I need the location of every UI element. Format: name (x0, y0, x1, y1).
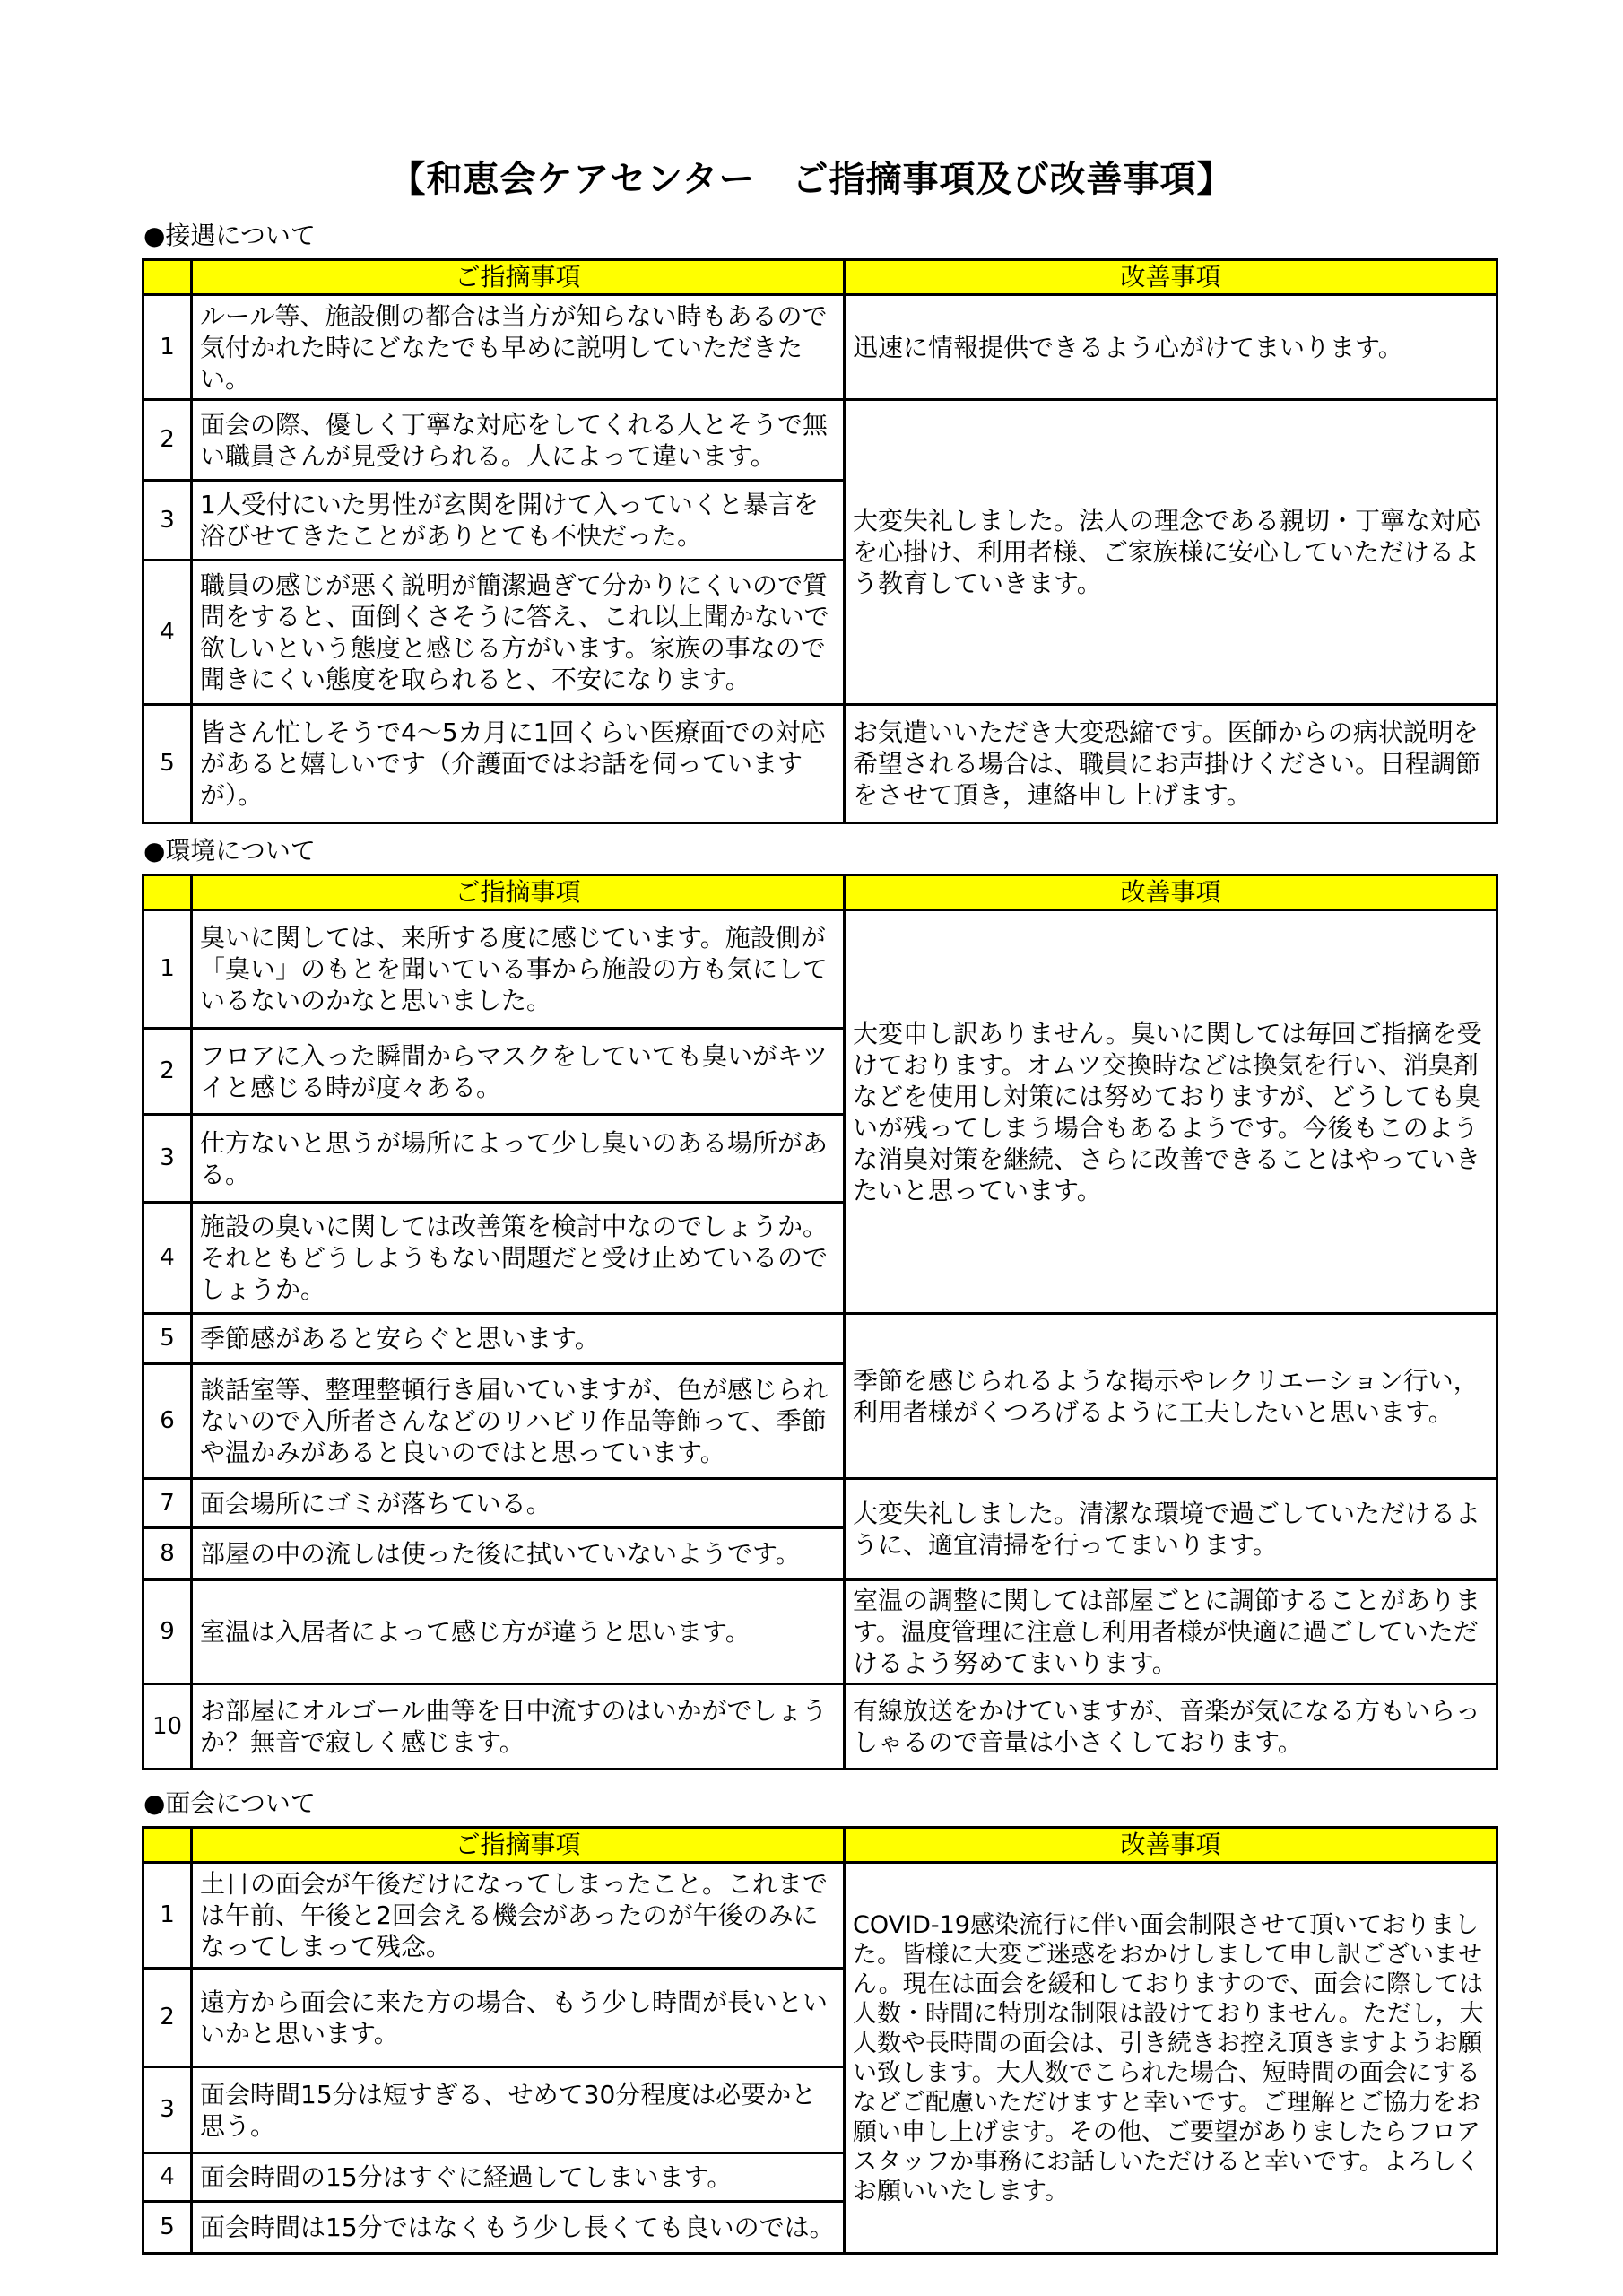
row-number: 6 (143, 1364, 192, 1479)
issue-cell: ルール等、施設側の都合は当方が知らない時もあるので気付かれた時にどなたでも早めに説明していただきたい。 (192, 295, 845, 400)
environment-table (142, 874, 1498, 1770)
response-cell: 迅速に情報提供できるよう心がけてまいります。 (845, 295, 1497, 400)
table-row (143, 1314, 1497, 1364)
row-number: 2 (143, 1029, 192, 1115)
table-row (143, 400, 1497, 481)
table-row (143, 295, 1497, 400)
response-cell: 室温の調整に関しては部屋ごとに調節することがあります。温度管理に注意し利用者様が快適に過ごしていただけるよう努めてまいります。 (845, 1580, 1497, 1684)
issue-cell: 面会場所にゴミが落ちている。 (192, 1479, 845, 1528)
section-heading-visits: ●面会について (143, 1788, 316, 1818)
table-row (143, 1684, 1497, 1770)
row-number: 3 (143, 1115, 192, 1203)
header-response: 改善事項 (845, 875, 1497, 910)
issue-cell: 遠方から面会に来た方の場合、もう少し時間が長いといいかと思います。 (192, 1969, 845, 2067)
row-number: 5 (143, 2202, 192, 2254)
header-issue: ご指摘事項 (192, 1828, 845, 1863)
row-number: 1 (143, 1863, 192, 1969)
issue-cell: 談話室等、整理整頓行き届いていますが、色が感じられないので入所者さんなどのリハビリ作品等飾って、季節や温かみがあると良いのではと思っています。 (192, 1364, 845, 1479)
issue-cell: お部屋にオルゴール曲等を日中流すのはいかがでしょうか？無音で寂しく感じます。 (192, 1684, 845, 1770)
issue-cell: 部屋の中の流しは使った後に拭いていないようです。 (192, 1528, 845, 1580)
table-row (143, 910, 1497, 1029)
issue-cell: 室温は入居者によって感じ方が違うと思います。 (192, 1580, 845, 1684)
row-number: 1 (143, 295, 192, 400)
section-heading-environment: ●環境について (143, 836, 316, 865)
row-number: 3 (143, 2067, 192, 2153)
row-number: 5 (143, 705, 192, 823)
response-cell: 大変申し訳ありません。臭いに関しては毎回ご指摘を受けております。オムツ交換時などは換気を行い、消臭剤などを使用し対策には努めておりますが、どうしても臭いが残ってしまう場合もあるようです。今後もこのような消臭対策を継続、さらに改善できることはやっていきたいと思っています。 (845, 910, 1497, 1314)
issue-cell: 1人受付にいた男性が玄関を開けて入っていくと暴言を浴びせてきたことがありとても不快だった。 (192, 481, 845, 561)
table-row (143, 1479, 1497, 1528)
row-number: 10 (143, 1684, 192, 1770)
header-blank (143, 875, 192, 910)
row-number: 5 (143, 1314, 192, 1364)
response-cell: 季節を感じられるような掲示やレクリエーション行い，利用者様がくつろげるように工夫したいと思います。 (845, 1314, 1497, 1479)
visits-table (142, 1826, 1498, 2255)
issue-cell: 季節感があると安らぐと思います。 (192, 1314, 845, 1364)
page-title: 【和恵会ケアセンター ご指摘事項及び改善事項】 (389, 159, 1234, 200)
issue-cell: 面会時間は15分ではなくもう少し長くても良いのでは。 (192, 2202, 845, 2254)
issue-cell: 臭いに関しては、来所する度に感じています。施設側が「臭い」のもとを聞いている事から施設の方も気にしているないのかなと思いました。 (192, 910, 845, 1029)
row-number: 1 (143, 910, 192, 1029)
response-cell: お気遣いいただき大変恐縮です。医師からの病状説明を希望される場合は、職員にお声掛けください。日程調節をさせて頂き，連絡申し上げます。 (845, 705, 1497, 823)
section-heading-service: ●接遇について (143, 221, 316, 250)
row-number: 2 (143, 400, 192, 481)
row-number: 4 (143, 1203, 192, 1314)
row-number: 2 (143, 1969, 192, 2067)
issue-cell: 施設の臭いに関しては改善策を検討中なのでしょうか。それともどうしようもない問題だと受け止めているのでしょうか。 (192, 1203, 845, 1314)
header-issue: ご指摘事項 (192, 875, 845, 910)
issue-cell: 職員の感じが悪く説明が簡潔過ぎて分かりにくいので質問をすると、面倒くさそうに答え、これ以上聞かないで欲しいという態度と感じる方がいます。家族の事なので聞きにくい態度を取られると、不安になります。 (192, 561, 845, 705)
response-cell: 大変失礼しました。法人の理念である親切・丁寧な対応を心掛け、利用者様、ご家族様に安心していただけるよう教育していきます。 (845, 400, 1497, 705)
row-number: 4 (143, 2153, 192, 2202)
row-number: 9 (143, 1580, 192, 1684)
row-number: 7 (143, 1479, 192, 1528)
issue-cell: 面会の際、優しく丁寧な対応をしてくれる人とそうで無い職員さんが見受けられる。人によって違います。 (192, 400, 845, 481)
header-blank (143, 1828, 192, 1863)
row-number: 4 (143, 561, 192, 705)
response-cell: 有線放送をかけていますが、音楽が気になる方もいらっしゃるので音量は小さくしております。 (845, 1684, 1497, 1770)
issue-cell: 皆さん忙しそうで4～5カ月に1回くらい医療面での対応があると嬉しいです（介護面ではお話を伺っていますが）。 (192, 705, 845, 823)
header-blank (143, 260, 192, 295)
header-issue: ご指摘事項 (192, 260, 845, 295)
header-response: 改善事項 (845, 1828, 1497, 1863)
issue-cell: 面会時間15分は短すぎる、せめて30分程度は必要かと思う。 (192, 2067, 845, 2153)
row-number: 3 (143, 481, 192, 561)
issue-cell: 面会時間の15分はすぐに経過してしまいます。 (192, 2153, 845, 2202)
row-number: 8 (143, 1528, 192, 1580)
response-cell: 大変失礼しました。清潔な環境で過ごしていただけるように、適宜清掃を行ってまいります。 (845, 1479, 1497, 1580)
issue-cell: フロアに入った瞬間からマスクをしていても臭いがキツイと感じる時が度々ある。 (192, 1029, 845, 1115)
issue-cell: 仕方ないと思うが場所によって少し臭いのある場所がある。 (192, 1115, 845, 1203)
response-cell: COVID-19感染流行に伴い面会制限させて頂いておりました。皆様に大変ご迷惑をおかけしまして申し訳ございません。現在は面会を緩和しておりますので、面会に際しては人数・時間に特別な制限は設けておりません。ただし，大人数や長時間の面会は、引き続きお控え頂きますようお願い致します。大人数でこられた場合、短時間の面会にするなどご配慮いただけますと幸いです。ご理解とご協力をお願い申し上げます。その他、ご要望がありましたらフロアスタッフか事務にお話しいただけると幸いです。よろしくお願いいたします。 (845, 1863, 1497, 2254)
table-row (143, 705, 1497, 823)
table-row (143, 1580, 1497, 1684)
service-table (142, 258, 1498, 824)
table-row (143, 1863, 1497, 1969)
header-response: 改善事項 (845, 260, 1497, 295)
issue-cell: 土日の面会が午後だけになってしまったこと。これまでは午前、午後と2回会える機会があったのが午後のみになってしまって残念。 (192, 1863, 845, 1969)
